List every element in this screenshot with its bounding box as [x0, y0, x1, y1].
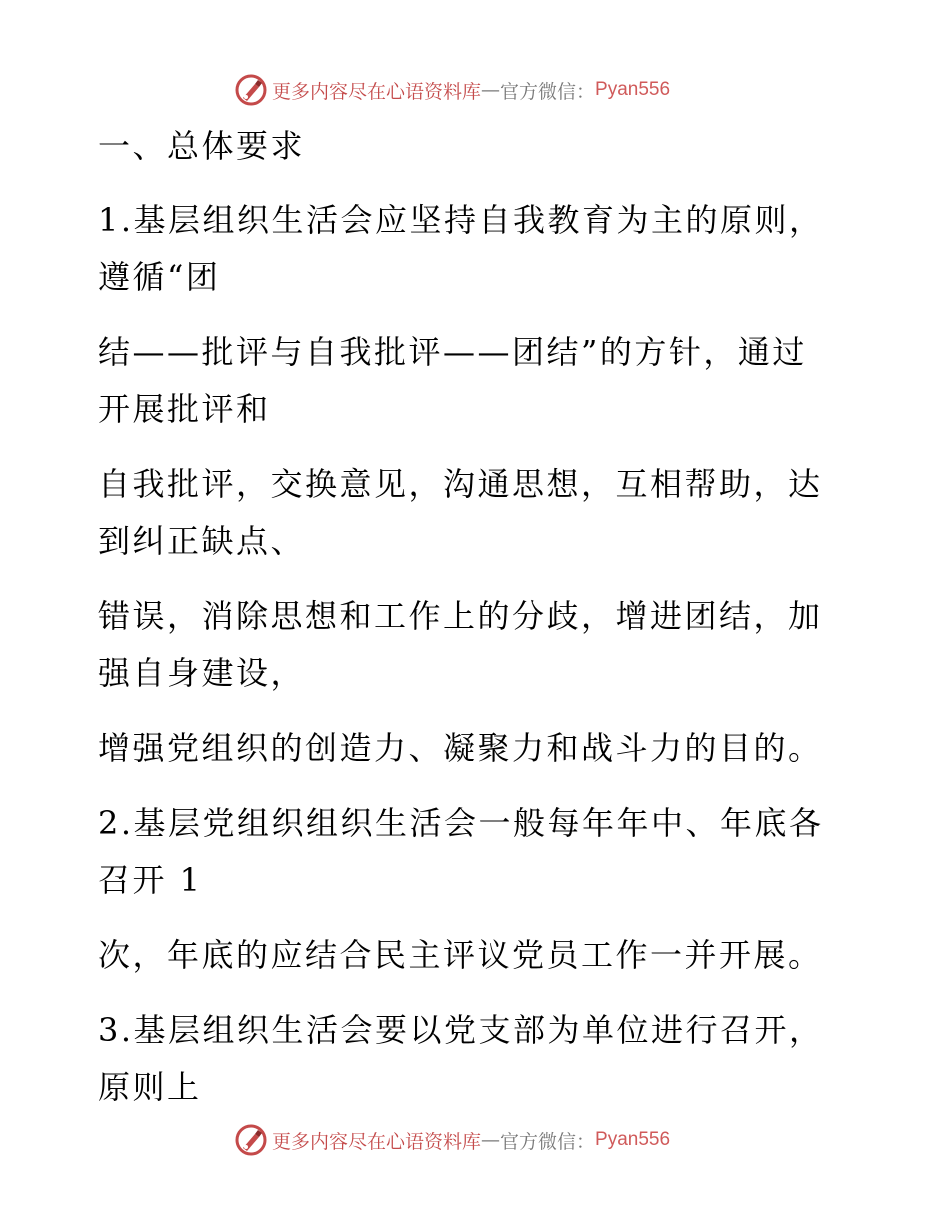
- pen-logo-icon: [234, 73, 268, 107]
- text-line: 开展批评和: [98, 390, 271, 428]
- text-line: 遵循“团: [98, 258, 221, 296]
- watermark-text: 更多内容尽在心语资料库: [272, 80, 482, 103]
- text-line: 3.基层组织生活会要以党支部为单位进行召开，: [98, 1011, 824, 1049]
- section-heading: 一、总体要求: [98, 127, 306, 165]
- text-line: 原则上: [98, 1068, 202, 1106]
- watermark-id: Pyan556: [595, 1129, 671, 1150]
- text-line: 1.基层组织生活会应坚持自我教育为主的原则，: [98, 201, 824, 239]
- watermark-label: 官方微信：: [500, 80, 596, 103]
- header-watermark: [234, 72, 670, 108]
- watermark-label: 官方微信：: [500, 1130, 596, 1153]
- watermark-dash: —: [481, 79, 501, 101]
- text-line: 2.基层党组织组织生活会一般每年年中、年底各: [98, 804, 824, 842]
- text-line: 增强党组织的创造力、凝聚力和战斗力的目的。: [98, 729, 823, 767]
- text-line: 次，年底的应结合民主评议党员工作一并开展。: [98, 936, 823, 974]
- footer-watermark: [234, 1122, 670, 1158]
- pen-logo-icon: [234, 1123, 268, 1157]
- text-line: 自我批评，交换意见，沟通思想，互相帮助，达: [98, 465, 823, 503]
- watermark-dash: —: [481, 1129, 501, 1151]
- text-line: 召开 1: [98, 861, 203, 899]
- watermark-id: Pyan556: [595, 79, 671, 100]
- text-line: 结——批评与自我批评——团结”的方针，通过: [98, 333, 807, 371]
- text-line: 错误，消除思想和工作上的分歧，增进团结，加: [98, 597, 823, 635]
- text-line: 强自身建设，: [98, 654, 306, 692]
- text-line: 到纠正缺点、: [98, 522, 306, 560]
- watermark-text: 更多内容尽在心语资料库: [272, 1130, 482, 1153]
